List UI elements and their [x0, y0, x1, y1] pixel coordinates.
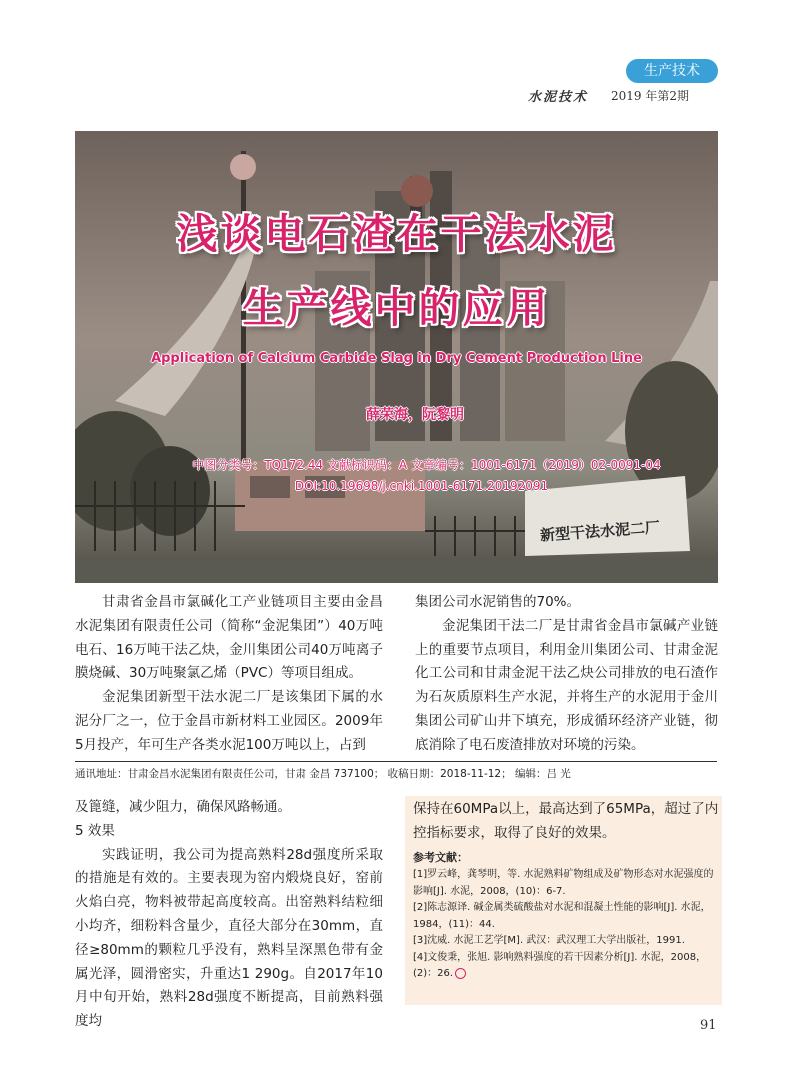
authors: 薛荣海，阮黎明	[366, 407, 464, 423]
paragraph: 保持在60MPa以上，最高达到了65MPa，超过了内控指标要求，取得了良好的效果。	[413, 801, 719, 841]
doi: DOI:10.19698/j.cnki.1001-6171.20192091	[294, 479, 549, 493]
section-heading: 5 效果	[75, 822, 115, 839]
article-title-line1: 浅谈电石渣在干法水泥	[176, 210, 617, 258]
article-title-english: Application of Calcium Carbide Slag in Dry Cement Production Line	[151, 351, 642, 366]
section-badge: 生产技术	[626, 59, 718, 83]
references-box	[405, 796, 722, 1005]
article-title-line2: 生产线中的应用	[242, 284, 551, 332]
page-number: 91	[700, 1018, 717, 1033]
paragraph: 甘肃省金昌市氯碱化工产业链项目主要由金昌水泥集团有限责任公司（简称“金泥集团”）40万吨电石、16万吨干法乙炔，金川集团公司40万吨离子膜烧碱、30万吨聚氯乙烯（PVC）等项目组成。	[75, 594, 383, 682]
body-column-right-top	[415, 591, 718, 758]
reference-item	[413, 950, 722, 983]
end-mark-icon	[455, 968, 466, 979]
reference-item: [3]沈威. 水泥工艺学[M]. 武汉：武汉理工大学出版社，1991.	[413, 935, 685, 946]
reference-item: [2]陈志源译. 碱金属类硫酸盐对水泥和混凝土性能的影响[J]. 水泥，1984，(11)：44.	[413, 902, 711, 930]
hero-photo	[75, 131, 718, 583]
footnote-divider	[75, 761, 717, 762]
paragraph: 集团公司水泥销售的70%。	[415, 594, 581, 610]
body-column-left-top	[75, 591, 383, 758]
sign-text: 新型干法水泥二厂	[539, 518, 661, 545]
paragraph: 实践证明，我公司为提高熟料28d强度所采取的措施是有效的。主要表现为窑内煅烧良好，窑前火焰白亮，物料被带起高度较高。出窑熟料结粒细小均齐，细粉料含量少，直径大部分在30mm，直径≥80mm的颗粒几乎没有，熟料呈深黑色带有金属光泽，圆滑密实，升重达1 290g。自2017年10月中旬开始，熟料28d强度不断提高，目前熟料强度均	[75, 846, 383, 1030]
body-column-left-bottom	[75, 796, 383, 1034]
paragraph: 金泥集团新型干法水泥二厂是该集团下属的水泥分厂之一，位于金昌市新材料工业园区。2009年5月投产，年可生产各类水泥100万吨以上，占到	[75, 689, 383, 753]
classification-info: 中图分类号：TQ172.44 文献标识码：A 文章编号：1001-6171（2019）02-0091-04	[192, 458, 661, 472]
reference-item: [1]罗云峰，龚琴明，等. 水泥熟料矿物组成及矿物形态对水泥强度的影响[J]. 水泥，2008，(10)：6-7.	[413, 869, 714, 897]
journal-name: 水泥技术	[528, 90, 589, 105]
journal-issue: 2019 年第2期	[611, 89, 689, 103]
paragraph: 金泥集团干法二厂是甘肃省金昌市氯碱产业链上的重要节点项目，利用金川集团公司、甘肃金泥化工公司和甘肃金泥干法乙炔公司排放的电石渣作为石灰质原料生产水泥，并将生产的水泥用于金川集团公司矿山井下填充，形成循环经济产业链，彻底消除了电石废渣排放对环境的污染。	[415, 617, 718, 753]
reference-text: [4]文俊秉，张旭. 影响熟料强度的若干因素分析[J]. 水泥，2008，(2)：26.	[413, 951, 707, 979]
references-title: 参考文献：	[413, 851, 468, 864]
footnote: 通讯地址：甘肃金昌水泥集团有限责任公司，甘肃 金昌 737100； 收稿日期：2018-11-12； 编辑：吕 光	[75, 768, 571, 780]
paragraph: 及篦缝，减少阻力，确保风路畅通。	[75, 799, 291, 815]
